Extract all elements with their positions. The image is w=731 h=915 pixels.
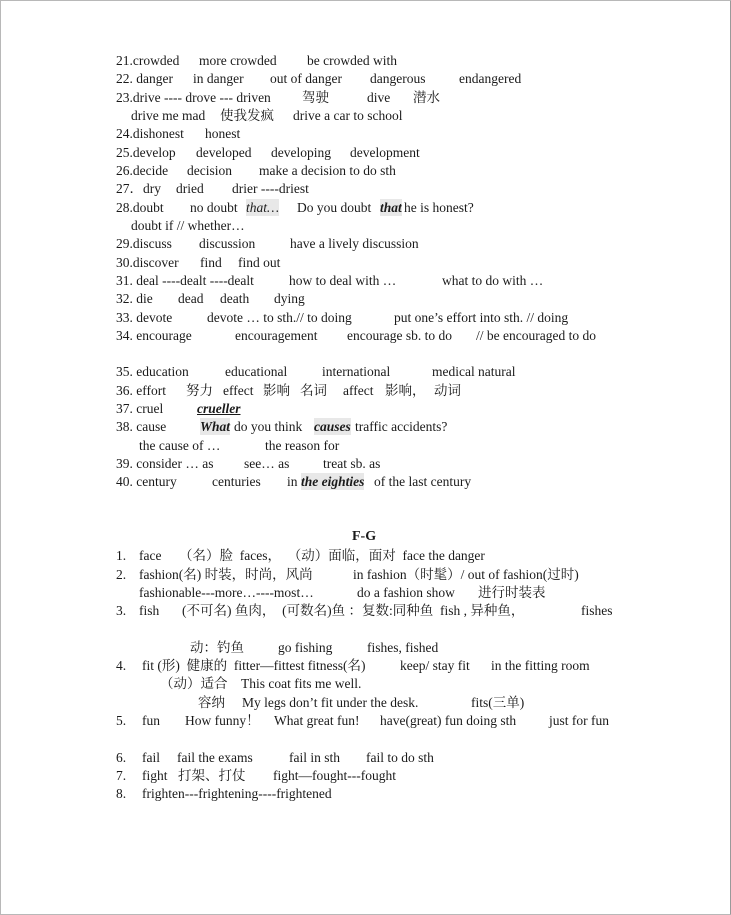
section_fg-line-6-segment: fit (形) 健康的 fitter—fittest fitness(名) <box>142 658 366 673</box>
section_e-line-13-segment: what to do with … <box>442 273 544 288</box>
section_e-line-6-segment: development <box>350 145 420 160</box>
section_e-line-19-segment: 37. cruel <box>116 401 164 416</box>
section_e-line-8-segment: 27．dry <box>116 181 161 196</box>
section_e-line-16-segment: 34. encourage <box>116 328 192 343</box>
section_e-line-18-segment: 名词 <box>300 383 327 398</box>
section_fg-line-6-segment: keep/ stay fit <box>400 658 470 673</box>
section_e-line-16-segment: encourage sb. to do <box>347 328 452 343</box>
section_e-line-20-segment: do you think <box>234 419 303 434</box>
section_e-line-18-segment: 影响， <box>385 383 426 398</box>
section_fg-line-2-segment: in fashion（时髦）/ out of fashion(过时) <box>353 567 579 582</box>
section_e-line-2-segment: endangered <box>459 71 522 86</box>
section_e-line-18-segment: 36. effort <box>116 383 166 398</box>
section_e-line-23-segment: 40. century <box>116 474 177 489</box>
section_e-line-20-segment: 38. cause <box>116 419 167 434</box>
section_fg-line-9-segment: How funny！ <box>185 713 260 728</box>
section_fg-line-5-segment: 动：钓鱼 <box>190 640 244 655</box>
section_e-line-16-segment: // be encouraged to do <box>476 328 596 343</box>
section_e-line-12-segment: find out <box>238 255 281 270</box>
section_e-line-12-segment: 30.discover <box>116 255 179 270</box>
section_e-line-9-segment: Do you doubt <box>297 200 372 215</box>
section_e-line-8-segment: drier ----driest <box>232 181 309 196</box>
section_e-line-8-segment: dried <box>176 181 204 196</box>
section_e-line-12-segment: find <box>200 255 222 270</box>
section-heading-fg: F-G <box>352 529 377 544</box>
section_fg-line-12-segment: 8. <box>116 786 127 801</box>
section_e-line-17-segment: medical <box>432 364 475 379</box>
section_e-line-9-segment: that… <box>246 200 280 215</box>
section_fg-line-1-segment: face <box>139 548 162 563</box>
section_e-line-22-segment: see… as <box>244 456 290 471</box>
section_e-line-18-segment: affect <box>343 383 374 398</box>
section_e-line-13-segment: 31. deal ----dealt ----dealt <box>116 273 254 288</box>
section_e-line-1-segment: be crowded with <box>307 53 397 68</box>
section_e-line-22-segment: 39. consider … as <box>116 456 214 471</box>
section_e-line-4-segment: drive a car to school <box>293 108 403 123</box>
section_e-line-23-segment: in <box>287 474 298 489</box>
section_e-line-9-segment: no doubt <box>190 200 238 215</box>
section_fg-line-5-segment: fishes, fished <box>367 640 439 655</box>
section_fg-line-9-segment: have(great) fun doing sth <box>380 713 517 728</box>
section_fg-line-11-segment: fight—fought---fought <box>273 768 396 783</box>
section_e-line-1-segment: more crowded <box>199 53 277 68</box>
section_e-line-3-segment: 潜水 <box>413 90 440 105</box>
section_e-line-3-segment: 23.drive ---- drove --- driven <box>116 90 271 105</box>
section_fg-line-10-segment: fail in sth <box>289 750 340 765</box>
section_e-line-10-segment: doubt if // whether… <box>131 218 245 233</box>
section_e-line-21-segment: the reason for <box>265 438 340 453</box>
section_fg-line-2-segment: 2. <box>116 567 127 582</box>
section_e-line-6-segment: developing <box>271 145 331 160</box>
section_e-line-18-segment: 影响 <box>263 383 290 398</box>
section_fg-line-10-segment: fail to do sth <box>366 750 434 765</box>
section_e-line-17-segment: educational <box>225 364 288 379</box>
section_e-line-9-segment: 28.doubt <box>116 200 164 215</box>
section_fg-line-1-segment: 1. <box>116 548 127 563</box>
section_e-line-4-segment: 使我发疯 <box>220 108 274 123</box>
section_e-line-20-segment: causes <box>314 419 351 434</box>
section_e-line-1-segment: 21.crowded <box>116 53 180 68</box>
section_e-line-18-segment: effect <box>223 383 254 398</box>
section_fg-line-10-segment: 6. <box>116 750 127 765</box>
section_e-line-6-segment: 25.develop <box>116 145 176 160</box>
section_fg-line-4-segment: fish <box>139 603 160 618</box>
section_fg-line-2-segment: fashion(名) 时装，时尚，风尚 <box>139 567 313 582</box>
section_e-line-9-segment: he is honest? <box>404 200 474 215</box>
section_e-line-17-segment: natural <box>478 364 516 379</box>
section_e-line-5-segment: honest <box>205 126 241 141</box>
section_e-line-15-segment: 33. devote <box>116 310 173 325</box>
section_e-line-17-segment: 35. education <box>116 364 189 379</box>
section_fg-line-11-segment: 7. <box>116 768 127 783</box>
section_fg-line-6-segment: in the fitting room <box>491 658 590 673</box>
section_e-line-16-segment: encouragement <box>235 328 318 343</box>
section_fg-line-10-segment: fail the exams <box>177 750 253 765</box>
section_fg-line-8-segment: fits(三单) <box>471 695 525 710</box>
section_fg-line-4-segment: fishes <box>581 603 613 618</box>
section_e-line-2-segment: out of danger <box>270 71 342 86</box>
section_fg-line-6-segment: 4. <box>116 658 127 673</box>
section_e-line-21-segment: the cause of … <box>139 438 221 453</box>
section_fg-line-9-segment: just for fun <box>549 713 609 728</box>
section_e-line-15-segment: put one’s effort into sth. // doing <box>394 310 569 325</box>
section_e-line-22-segment: treat sb. as <box>323 456 381 471</box>
section_e-line-5-segment: 24.dishonest <box>116 126 184 141</box>
section_e-line-17-segment: international <box>322 364 391 379</box>
section_e-line-7-segment: 26.decide <box>116 163 169 178</box>
section_e-line-2-segment: dangerous <box>370 71 426 86</box>
section_e-line-23-segment: centuries <box>212 474 261 489</box>
section_e-line-3-segment: 驾驶 <box>302 90 329 105</box>
section_e-line-11-segment: have a lively discussion <box>290 236 419 251</box>
section_fg-line-8-segment: My legs don’t fit under the desk. <box>242 695 419 710</box>
section_e-line-13-segment: how to deal with … <box>289 273 397 288</box>
section_e-line-18-segment: 努力 <box>186 383 213 398</box>
section_e-line-9-segment: that <box>380 200 402 215</box>
section_fg-line-10-segment: fail <box>142 750 160 765</box>
section_fg-line-4-segment: 3. <box>116 603 127 618</box>
section_e-line-18-segment: 动词 <box>434 383 461 398</box>
section_e-line-23-segment: of the last century <box>374 474 472 489</box>
section_e-line-11-segment: 29.discuss <box>116 236 172 251</box>
section_fg-line-11-segment: 打架、打仗 <box>178 768 246 783</box>
section_fg-line-3-segment: 进行时装表 <box>478 585 546 600</box>
section_fg-line-1-segment: （名）脸 faces， （动）面临，面对 face the danger <box>179 548 485 563</box>
section_fg-line-11-segment: fight <box>142 768 168 783</box>
section_fg-line-5-segment: go fishing <box>278 640 333 655</box>
section_fg-line-3-segment: fashionable---more…----most… <box>139 585 314 600</box>
section_e-line-7-segment: decision <box>187 163 232 178</box>
section_fg-line-8-segment: 容纳 <box>198 695 225 710</box>
section_e-line-15-segment: devote … to sth.// to doing <box>207 310 352 325</box>
section_e-line-14-segment: 32. die <box>116 291 153 306</box>
section_e-line-23-segment: the eighties <box>301 474 365 489</box>
section_fg-line-7-segment: （动）适合 <box>160 676 228 691</box>
section_e-line-6-segment: developed <box>196 145 252 160</box>
section_fg-line-4-segment: (不可名) 鱼肉， (可数名)鱼 ：复数:同种鱼 fish , 异种鱼， <box>182 603 525 618</box>
section_fg-line-9-segment: fun <box>142 713 160 728</box>
section_fg-line-3-segment: do a fashion show <box>357 585 455 600</box>
section_e-line-4-segment: drive me mad <box>131 108 206 123</box>
section_e-line-11-segment: discussion <box>199 236 256 251</box>
section_fg-line-12-segment: frighten---frightening----frightened <box>142 786 332 801</box>
section_e-line-19-segment: crueller <box>197 401 241 416</box>
section_e-line-2-segment: 22. danger <box>116 71 173 86</box>
section_e-line-3-segment: dive <box>367 90 391 105</box>
section_e-line-14-segment: dying <box>274 291 305 306</box>
section_fg-line-9-segment: 5. <box>116 713 127 728</box>
section_e-line-20-segment: What <box>200 419 231 434</box>
section_e-line-2-segment: in danger <box>193 71 244 86</box>
section_e-line-14-segment: dead <box>178 291 204 306</box>
section_fg-line-9-segment: What great fun! <box>274 713 360 728</box>
section_e-line-14-segment: death <box>220 291 250 306</box>
section_fg-line-7-segment: This coat fits me well. <box>241 676 362 691</box>
section_e-line-7-segment: make a decision to do sth <box>259 163 396 178</box>
section_e-line-20-segment: traffic accidents? <box>355 419 448 434</box>
